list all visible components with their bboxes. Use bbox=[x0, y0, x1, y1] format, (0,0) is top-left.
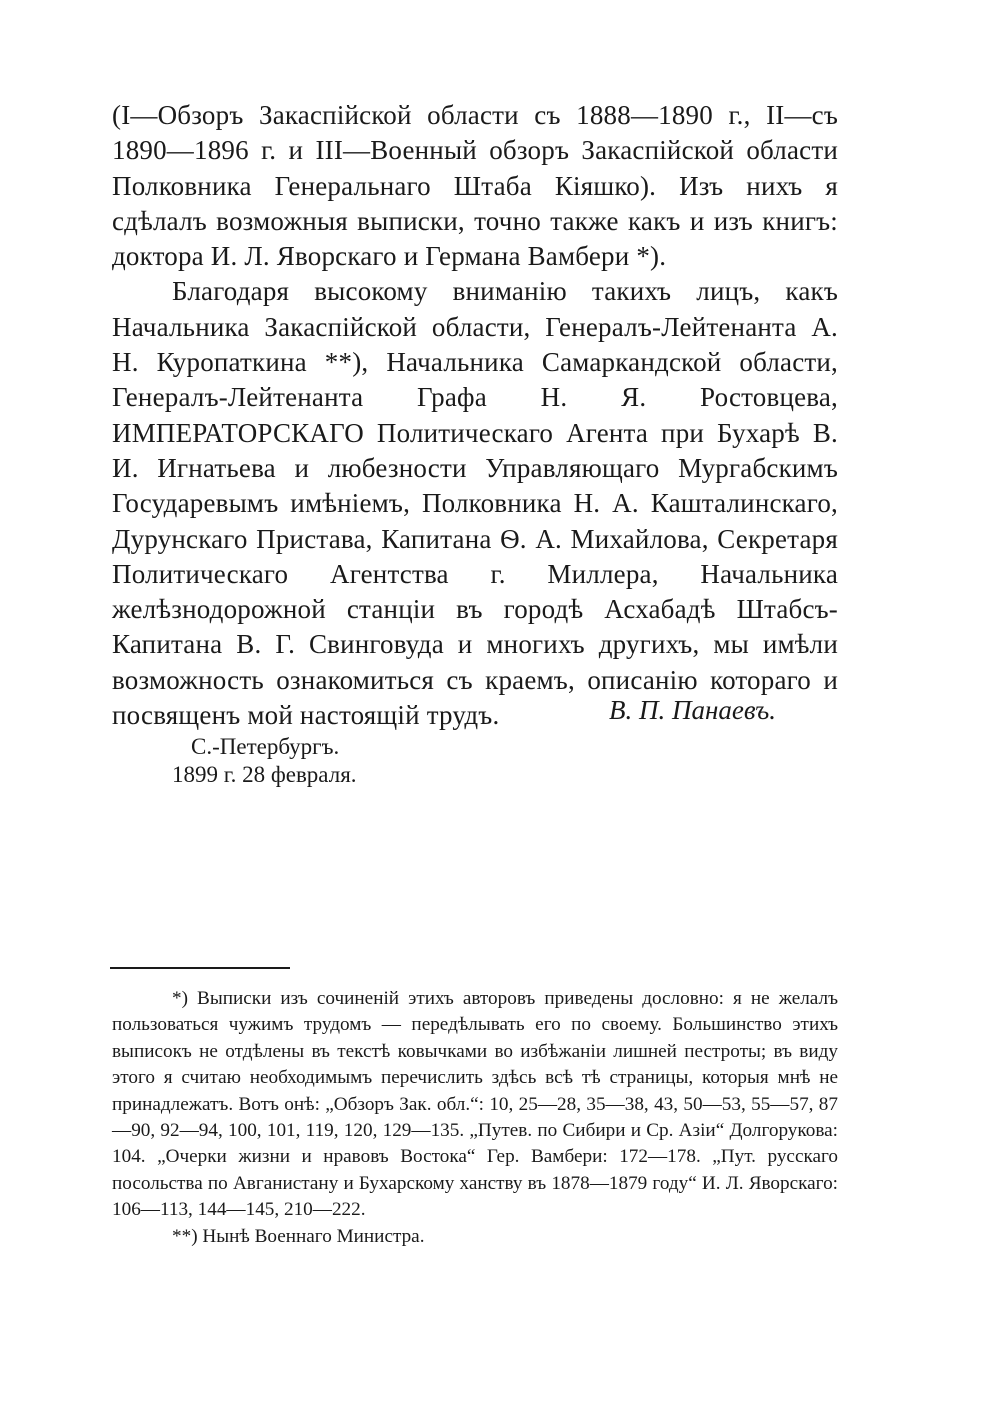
place: С.-Петербургъ. bbox=[191, 734, 340, 759]
author-signature: В. П. Панаевъ. bbox=[609, 695, 776, 725]
place-and-date bbox=[172, 733, 357, 789]
date: 1899 г. 28 февраля. bbox=[172, 762, 357, 787]
footnote-2: **) Нынѣ Военнаго Министра. bbox=[172, 1225, 425, 1247]
paragraph-1: (I—Обзоръ Закаспійской области съ 1888—1890 г., II—съ 1890—1896 г. и III—Военный обзоръ Закаспійской области Полковника Генеральнаго Штаба Кіяшко). Изъ нихъ я сдѣлалъ возможныя выписки, точно также какъ и изъ книгъ: доктора И. Л. Яворскаго и Германа Вамбери *). bbox=[112, 100, 838, 272]
footnote-divider bbox=[110, 967, 290, 969]
footnote-1: *) Выписки изъ сочиненій этихъ авторовъ приведены дословно: я не желалъ пользоваться чужимъ трудомъ — передѣлывать его по своему. Большинство этихъ выписокъ не отдѣлены въ текстѣ ковычками во избѣжаніи лишней пестроты; въ виду этого я считаю необходимымъ перечислить здѣсь всѣ тѣ страницы, которыя мнѣ не принадлежатъ. Вотъ онѣ: „Обзоръ Зак. обл.“: 10, 25—28, 35—38, 43, 50—53, 55—57, 87—90, 92—94, 100, 101, 119, 120, 129—135. „Путев. по Сибири и Ср. Азіи“ Долгорукова: 104. „Очерки жизни и нравовъ Востока“ Гер. Вамбери: 172—178. „Пут. русскаго посольства по Авганистану и Бухарскому ханству въ 1878—1879 году“ И. Л. Яворскаго: 106—113, 144—145, 210—222. bbox=[112, 988, 838, 1221]
body-text bbox=[112, 98, 838, 733]
paragraph-2: Благодаря высокому вниманію такихъ лицъ, какъ Начальника Закаспійской области, Генералъ-Лейтенанта А. Н. Куропаткина **), Начальника Самаркандской области, Генералъ-Лейтенанта Графа Н. Я. Ростовцева, ИМПЕРАТОРСКАГО Политическаго Агента при Бухарѣ В. И. Игнатьева и любезности Управляющаго Мургабскимъ Государевымъ имѣніемъ, Полковника Н. А. Кашталинскаго, Дурунскаго Пристава, Капитана Ѳ. А. Михайлова, Секретаря Политическаго Агентства г. Миллера, Начальника желѣзнодорожной станціи въ городѣ Асхабадѣ Штабсъ-Капитана В. Г. Свинговуда и многихъ другихъ, мы имѣли возможность ознакомиться съ краемъ, описанію котораго и посвященъ мой настоящій трудъ. bbox=[112, 276, 838, 731]
footnotes bbox=[112, 986, 838, 1250]
